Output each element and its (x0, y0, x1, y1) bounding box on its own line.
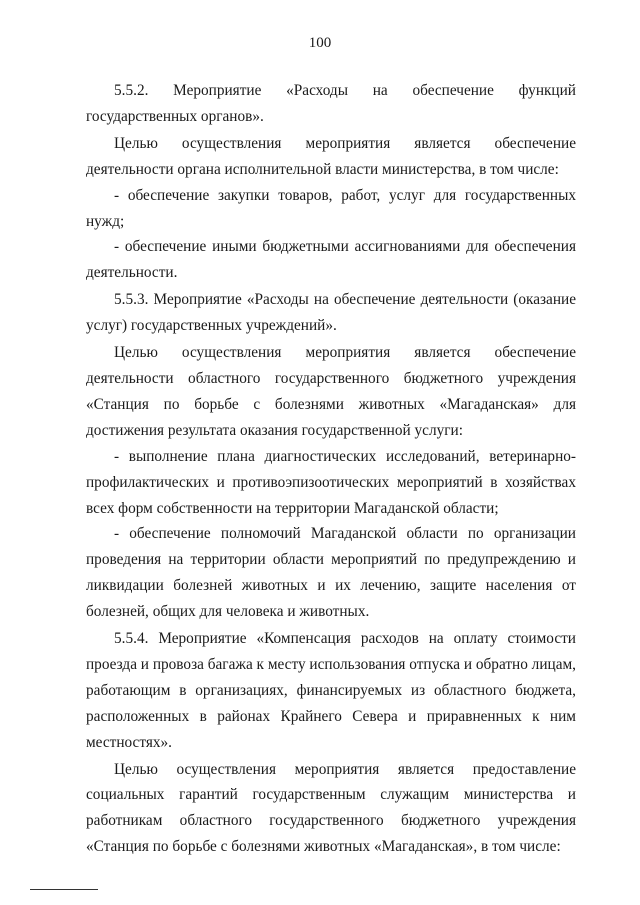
paragraph-goal-2: Целью осуществления мероприятия является обеспечение деятельности областного государственного бюджетного учреждения «Станция по борьбе с болезнями животных «Магаданская» для достижения результата оказания государственной услуги: (86, 344, 576, 439)
paragraph-5-5-4-heading: 5.5.4. Мероприятие «Компенсация расходов на оплату стоимости проезда и провоза багажа к месту использования отпуска и обратно лицам, работающим в организациях, финансируемых из областного бюджета, расположенных в районах Крайнего Севера и приравненных к ним местностях». (86, 630, 576, 751)
list-item-diagnostics: - выполнение плана диагностических исследований, ветеринарно-профилактических и противоэпизоотических мероприятий в хозяйствах всех форм собственности на территории Магаданской области; (86, 447, 576, 517)
document-body (86, 78, 576, 860)
list-item-procurement: - обеспечение закупки товаров, работ, услуг для государственных нужд; (86, 186, 576, 230)
footer-divider (30, 889, 98, 890)
paragraph-5-5-3-heading: 5.5.3. Мероприятие «Расходы на обеспечение деятельности (оказание услуг) государственных учреждений». (86, 291, 576, 335)
paragraph-5-5-2-heading: 5.5.2. Мероприятие «Расходы на обеспечение функций государственных органов». (86, 82, 576, 125)
list-item-budget-allocations: - обеспечение иными бюджетными ассигнованиями для обеспечения деятельности. (86, 238, 576, 282)
list-item-powers: - обеспечение полномочий Магаданской области по организации проведения на территории области мероприятий по предупреждению и ликвидации болезней животных и их лечению, защите населения от болезней, общих для человека и животных. (86, 525, 576, 621)
page-number: 100 (308, 35, 332, 51)
paragraph-goal-1: Целью осуществления мероприятия является обеспечение деятельности органа исполнительной власти министерства, в том числе: (86, 134, 576, 178)
paragraph-goal-3: Целью осуществления мероприятия является предоставление социальных гарантий государственным служащим министерства и работникам областного государственного бюджетного учреждения «Станция по борьбе с болезнями животных «Магаданская», в том числе: (86, 760, 576, 856)
